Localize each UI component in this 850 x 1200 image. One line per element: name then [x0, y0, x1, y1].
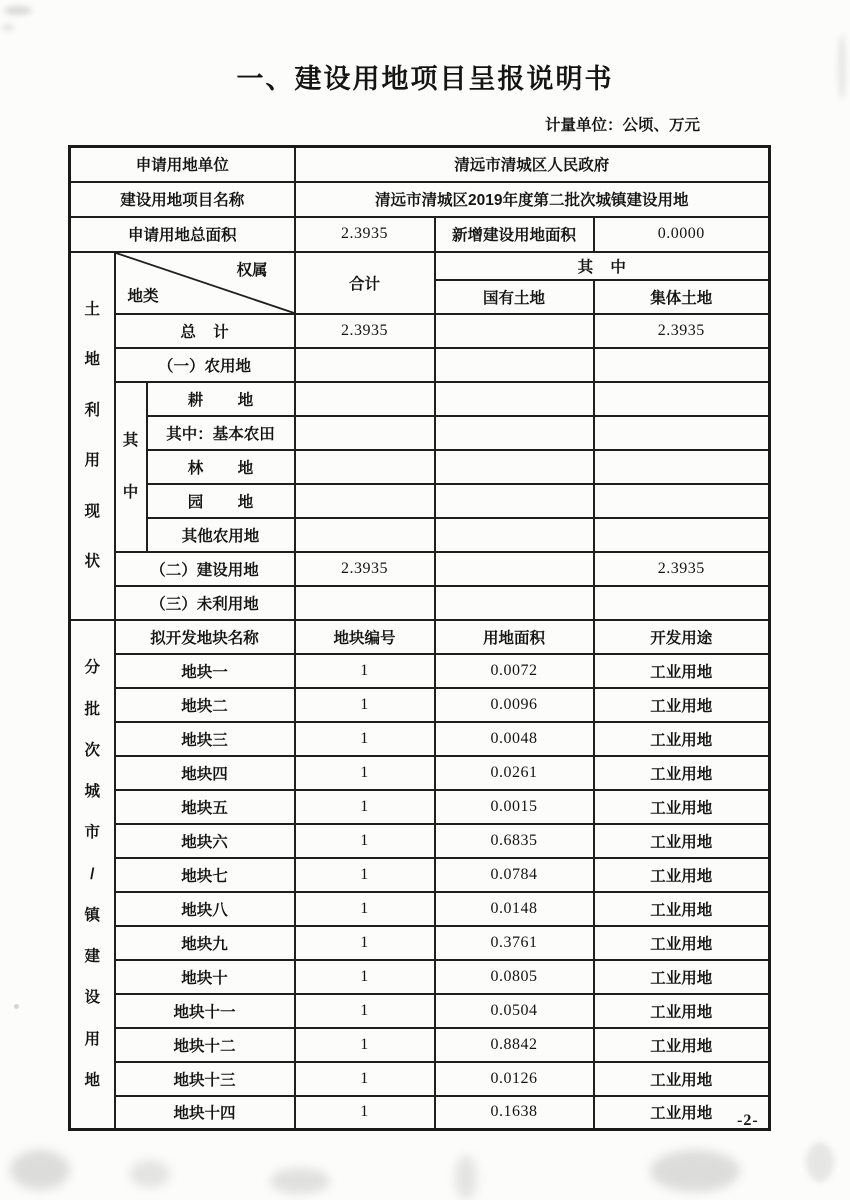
plot-use-cell: 工业用地 [594, 1062, 770, 1096]
total-cell [295, 518, 435, 552]
land-class-label-cell: 其中：基本农田 [147, 416, 295, 450]
total-cell: 2.3935 [295, 314, 435, 348]
scan-artifact [14, 1004, 19, 1009]
land-class-label-cell: （三）未利用地 [115, 586, 295, 620]
document-title: 一、建设用地项目呈报说明书 [236, 64, 614, 94]
total-area-value: 2.3935 [295, 217, 435, 252]
batch-section-label: 分 批 次 城 市 / 镇 建 设 用 地 [84, 659, 100, 1089]
project-name-value: 清远市清城区2019年度第二批次城镇建设用地 [295, 182, 770, 217]
plot-area-cell: 0.1638 [435, 1096, 594, 1130]
diagonal-landclass-label: 地类 [127, 287, 159, 305]
plot-area-cell: 0.0096 [435, 688, 594, 722]
plot-no-cell: 1 [295, 926, 435, 960]
table-row [70, 252, 770, 280]
total-cell [295, 348, 435, 382]
table-row [70, 217, 770, 252]
plot-no-cell: 1 [295, 722, 435, 756]
table-row [70, 722, 770, 756]
land-class-label-cell: 林 地 [147, 450, 295, 484]
table-row [70, 790, 770, 824]
plot-use-cell: 工业用地 [594, 756, 770, 790]
total-cell [295, 382, 435, 416]
table-row [70, 1028, 770, 1062]
plot-use-cell: 工业用地 [594, 960, 770, 994]
land-class-label-cell: （二）建设用地 [115, 552, 295, 586]
plot-no-cell: 1 [295, 688, 435, 722]
scan-artifact [806, 1142, 834, 1182]
state-cell [435, 416, 594, 450]
plot-no-cell: 1 [295, 1028, 435, 1062]
plot-use-cell: 工业用地 [594, 722, 770, 756]
table-row [70, 960, 770, 994]
plot-use-cell: 工业用地 [594, 1096, 770, 1130]
plot-name-cell: 地块三 [115, 722, 295, 756]
table-row [70, 416, 770, 450]
table-row [70, 1062, 770, 1096]
total-area-label: 申请用地总面积 [70, 217, 295, 252]
collective-cell [594, 484, 770, 518]
plot-area-cell: 0.3761 [435, 926, 594, 960]
state-cell [435, 314, 594, 348]
plot-name-cell: 地块五 [115, 790, 295, 824]
state-cell [435, 348, 594, 382]
plot-area-cell: 0.0015 [435, 790, 594, 824]
table-row [70, 858, 770, 892]
state-cell [435, 586, 594, 620]
state-cell [435, 552, 594, 586]
plot-area-cell: 0.0126 [435, 1062, 594, 1096]
plot-area-cell: 0.0072 [435, 654, 594, 688]
table-row [70, 382, 770, 416]
collective-land-header: 集体土地 [594, 280, 770, 314]
scan-artifact [10, 1150, 70, 1190]
table-row [70, 552, 770, 586]
plot-no-header: 地块编号 [295, 620, 435, 654]
collective-cell [594, 450, 770, 484]
measurement-unit-note: 计量单位：公顷、万元 [544, 117, 700, 134]
plot-area-cell: 0.0048 [435, 722, 594, 756]
collective-cell [594, 416, 770, 450]
batch-section-cell [70, 620, 115, 1130]
state-cell [435, 518, 594, 552]
table-row [70, 824, 770, 858]
plot-name-header: 拟开发地块名称 [115, 620, 295, 654]
project-name-label: 建设用地项目名称 [70, 182, 295, 217]
plot-use-cell: 工业用地 [594, 892, 770, 926]
plot-no-cell: 1 [295, 858, 435, 892]
land-class-label-cell: 其他农用地 [147, 518, 295, 552]
plot-no-cell: 1 [295, 654, 435, 688]
state-land-header: 国有土地 [435, 280, 594, 314]
plot-no-cell: 1 [295, 1062, 435, 1096]
scan-artifact [838, 34, 846, 100]
table-row [70, 926, 770, 960]
plot-no-cell: 1 [295, 790, 435, 824]
table-row [70, 892, 770, 926]
total-cell [295, 484, 435, 518]
page-number: -2- [737, 1112, 759, 1129]
land-class-label-cell: （一）农用地 [115, 348, 295, 382]
plot-use-cell: 工业用地 [594, 1028, 770, 1062]
plot-area-cell: 0.0784 [435, 858, 594, 892]
collective-cell [594, 348, 770, 382]
plot-name-cell: 地块七 [115, 858, 295, 892]
table-row [70, 1096, 770, 1130]
land-class-label-cell: 总 计 [115, 314, 295, 348]
plot-name-cell: 地块十二 [115, 1028, 295, 1062]
plot-area-cell: 0.0148 [435, 892, 594, 926]
plot-use-cell: 工业用地 [594, 654, 770, 688]
table-row [70, 348, 770, 382]
total-cell [295, 586, 435, 620]
plot-use-cell: 工业用地 [594, 926, 770, 960]
collective-cell: 2.3935 [594, 552, 770, 586]
table-row [70, 314, 770, 348]
land-use-section-cell [70, 252, 115, 620]
scan-artifact [270, 1168, 330, 1194]
plot-name-cell: 地块十三 [115, 1062, 295, 1096]
total-cell [295, 450, 435, 484]
among-which-header: 其 中 [435, 252, 770, 280]
applicant-unit-label: 申请用地单位 [70, 147, 295, 182]
plot-no-cell: 1 [295, 960, 435, 994]
plot-name-cell: 地块十一 [115, 994, 295, 1028]
total-cell: 2.3935 [295, 552, 435, 586]
scan-artifact [650, 1150, 740, 1192]
plot-no-cell: 1 [295, 824, 435, 858]
scan-artifact [455, 1155, 477, 1200]
scan-artifact [4, 6, 32, 15]
state-cell [435, 450, 594, 484]
new-construction-area-label: 新增建设用地面积 [435, 217, 594, 252]
plot-name-cell: 地块四 [115, 756, 295, 790]
plot-area-cell: 0.0805 [435, 960, 594, 994]
land-class-label-cell: 园 地 [147, 484, 295, 518]
table-row [70, 147, 770, 182]
plot-area-header: 用地面积 [435, 620, 594, 654]
among-which-vertical-label: 其 中 [122, 431, 139, 501]
collective-cell [594, 586, 770, 620]
collective-cell [594, 382, 770, 416]
plot-name-cell: 地块十 [115, 960, 295, 994]
total-cell [295, 416, 435, 450]
plot-no-cell: 1 [295, 994, 435, 1028]
plot-use-cell: 工业用地 [594, 858, 770, 892]
table-row [70, 586, 770, 620]
table-row [70, 654, 770, 688]
plot-name-cell: 地块十四 [115, 1096, 295, 1130]
plot-area-cell: 0.0504 [435, 994, 594, 1028]
land-submission-table [68, 145, 771, 1131]
new-construction-area-value: 0.0000 [594, 217, 770, 252]
collective-cell [594, 518, 770, 552]
plot-name-cell: 地块八 [115, 892, 295, 926]
plot-no-cell: 1 [295, 756, 435, 790]
plot-use-cell: 工业用地 [594, 688, 770, 722]
plot-name-cell: 地块一 [115, 654, 295, 688]
table-row [70, 756, 770, 790]
plot-use-cell: 工业用地 [594, 824, 770, 858]
plot-area-cell: 0.0261 [435, 756, 594, 790]
plot-use-cell: 工业用地 [594, 790, 770, 824]
total-column-header: 合计 [295, 252, 435, 314]
plot-area-cell: 0.8842 [435, 1028, 594, 1062]
table-row [70, 994, 770, 1028]
applicant-unit-value: 清远市清城区人民政府 [295, 147, 770, 182]
plot-name-cell: 地块六 [115, 824, 295, 858]
table-row [70, 518, 770, 552]
diagonal-header-cell [115, 252, 295, 314]
table-row [70, 688, 770, 722]
plot-name-cell: 地块二 [115, 688, 295, 722]
table-row [70, 182, 770, 217]
among-which-section-cell [115, 382, 147, 552]
plot-name-cell: 地块九 [115, 926, 295, 960]
state-cell [435, 382, 594, 416]
table-row [70, 620, 770, 654]
plot-use-cell: 工业用地 [594, 994, 770, 1028]
scan-artifact [2, 24, 14, 30]
plot-use-header: 开发用途 [594, 620, 770, 654]
scan-artifact [130, 1160, 170, 1188]
diagonal-ownership-label: 权属 [236, 261, 268, 279]
land-use-section-label: 土 地 利 用 现 状 [84, 300, 100, 570]
plot-no-cell: 1 [295, 892, 435, 926]
plot-no-cell: 1 [295, 1096, 435, 1130]
state-cell [435, 484, 594, 518]
collective-cell: 2.3935 [594, 314, 770, 348]
land-class-label-cell: 耕 地 [147, 382, 295, 416]
plot-area-cell: 0.6835 [435, 824, 594, 858]
table-row [70, 450, 770, 484]
table-row [70, 484, 770, 518]
